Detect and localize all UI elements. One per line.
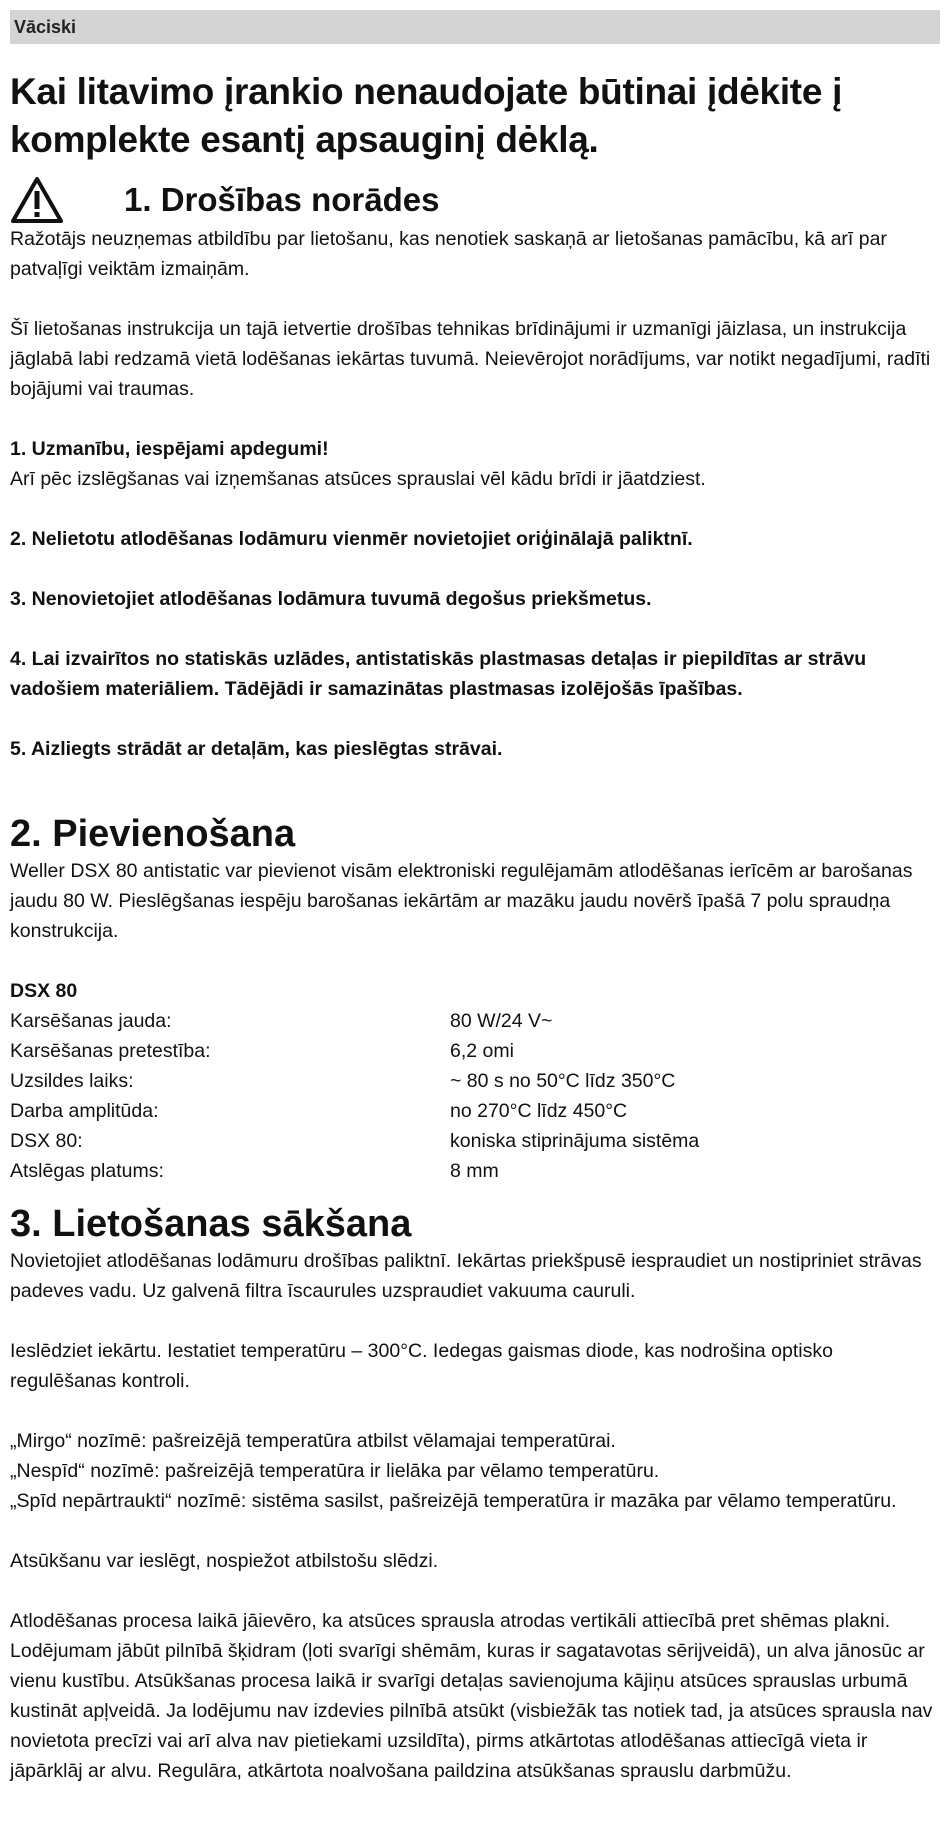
safety-item: 2. Nelietotu atlodēšanas lodāmuru vienmēr novietojiet oriģinālajā paliktnī. xyxy=(10,528,693,550)
spec-value: 6,2 omi xyxy=(450,1040,514,1062)
spec-key: Karsēšanas pretestība: xyxy=(10,1040,211,1062)
spec-table xyxy=(10,1006,940,1186)
section3-paragraph: Novietojiet atlodēšanas lodāmuru drošības paliktnī. Iekārtas priekšpusē iespraudiet un nostipriniet strāvas padeves vadu. Uz galvenā filtra īscaurules uzspraudiet vakuuma cauruli. xyxy=(10,1250,922,1302)
spec-title: DSX 80 xyxy=(10,980,78,1002)
section1-title: 1. Drošības norādes xyxy=(124,181,440,218)
section1-header xyxy=(10,176,940,224)
safety-item-text: Arī pēc izslēgšanas vai izņemšanas atsūces sprauslai vēl kādu brīdi ir jāatdziest. xyxy=(10,468,706,490)
document-page xyxy=(10,10,940,1786)
section2-paragraph: Weller DSX 80 antistatic var pievienot visām elektroniski regulējamām atlodēšanas ierīcēm ar barošanas jaudu 80 W. Pieslēgšanas iespēju barošanas iekārtām ar mazāku jaudu novērš īpašā 7 polu spraudņa konstrukcija. xyxy=(10,860,913,942)
spec-key: Darba amplitūda: xyxy=(10,1100,159,1122)
safety-item: 5. Aizliegts strādāt ar detaļām, kas pieslēgtas strāvai. xyxy=(10,738,503,760)
safety-item: 4. Lai izvairītos no statiskās uzlādes, antistatiskās plastmasas detaļas ir piepildītas ar strāvu vadošiem materiāliem. Tādējādi ir samazinātas plastmasas izolējošās īpašības. xyxy=(10,648,867,700)
spec-key: Atslēgas platums: xyxy=(10,1160,164,1182)
safety-item-title: 1. Uzmanību, iespējami apdegumi! xyxy=(10,438,329,460)
spec-value: 8 mm xyxy=(450,1160,499,1182)
spec-value: ~ 80 s no 50°C līdz 350°C xyxy=(450,1070,676,1092)
main-title: Kai litavimo įrankio nenaudojate būtinai įdėkite į komplekte esantį apsauginį dėklą. xyxy=(10,71,843,160)
section2-title: 2. Pievienošana xyxy=(10,813,296,855)
led-state-line: „Mirgo“ nozīmē: pašreizējā temperatūra atbilst vēlamajai temperatūrai. xyxy=(10,1430,616,1452)
spec-key: Uzsildes laiks: xyxy=(10,1070,134,1092)
warning-triangle-icon xyxy=(10,176,64,224)
led-state-line: „Nespīd“ nozīmē: pašreizējā temperatūra ir lielāka par vēlamo temperatūru. xyxy=(10,1460,660,1482)
spec-key: DSX 80: xyxy=(10,1130,83,1152)
spec-value: koniska stiprinājuma sistēma xyxy=(450,1130,700,1152)
language-label: Vāciski xyxy=(10,10,940,44)
led-state-line: „Spīd nepārtraukti“ nozīmē: sistēma sasilst, pašreizējā temperatūra ir mazāka par vēlamo temperatūru. xyxy=(10,1490,897,1512)
section3-paragraph: Atsūkšanu var ieslēgt, nospiežot atbilstošu slēdzi. xyxy=(10,1550,439,1572)
section1-paragraph: Ražotājs neuzņemas atbildību par lietošanu, kas nenotiek saskaņā ar lietošanas pamācību, kā arī par patvaļīgi veiktām izmaiņām. xyxy=(10,228,887,280)
spec-value: no 270°C līdz 450°C xyxy=(450,1100,628,1122)
section3-title: 3. Lietošanas sākšana xyxy=(10,1203,412,1245)
spec-key: Karsēšanas jauda: xyxy=(10,1010,172,1032)
section3-paragraph: Atlodēšanas procesa laikā jāievēro, ka atsūces sprausla atrodas vertikāli attiecībā pret shēmas plakni. Lodējumam jābūt pilnībā šķidram (ļoti svarīgi shēmām, kuras ir sagatavotas sērijveidā), un alva jānosūc ar vienu kustību. Atsūkšanas procesa laikā ir svarīgi detaļas savienojuma kājiņu atsūces sprauslas urbumā kustināt apļveidā. Ja lodējumu nav izdevies pilnībā atsūkt (visbiežāk tas notiek tad, ja atsūces sprausla nav novietota precīzi vai arī alva nav pietiekami uzsildīta), pirms atkārtotas atlodēšanas attiecīgā vieta ir jāpārklāj ar alvu. Regulāra, atkārtota noalvošana paildzina atsūkšanas sprauslu darbmūžu. xyxy=(10,1610,933,1782)
safety-item: 3. Nenovietojiet atlodēšanas lodāmura tuvumā degošus priekšmetus. xyxy=(10,588,652,610)
section1-paragraph: Šī lietošanas instrukcija un tajā ietvertie drošības tehnikas brīdinājumi ir uzmanīgi jāizlasa, un instrukcija jāglabā labi redzamā vietā lodēšanas iekārtas tuvumā. Neievērojot norādījums, var notikt negadījumi, radīti bojājumi vai traumas. xyxy=(10,318,931,400)
spec-value: 80 W/24 V~ xyxy=(450,1010,553,1032)
section3-paragraph: Ieslēdziet iekārtu. Iestatiet temperatūru – 300°C. Iedegas gaismas diode, kas nodrošina optisko regulēšanas kontroli. xyxy=(10,1340,833,1392)
